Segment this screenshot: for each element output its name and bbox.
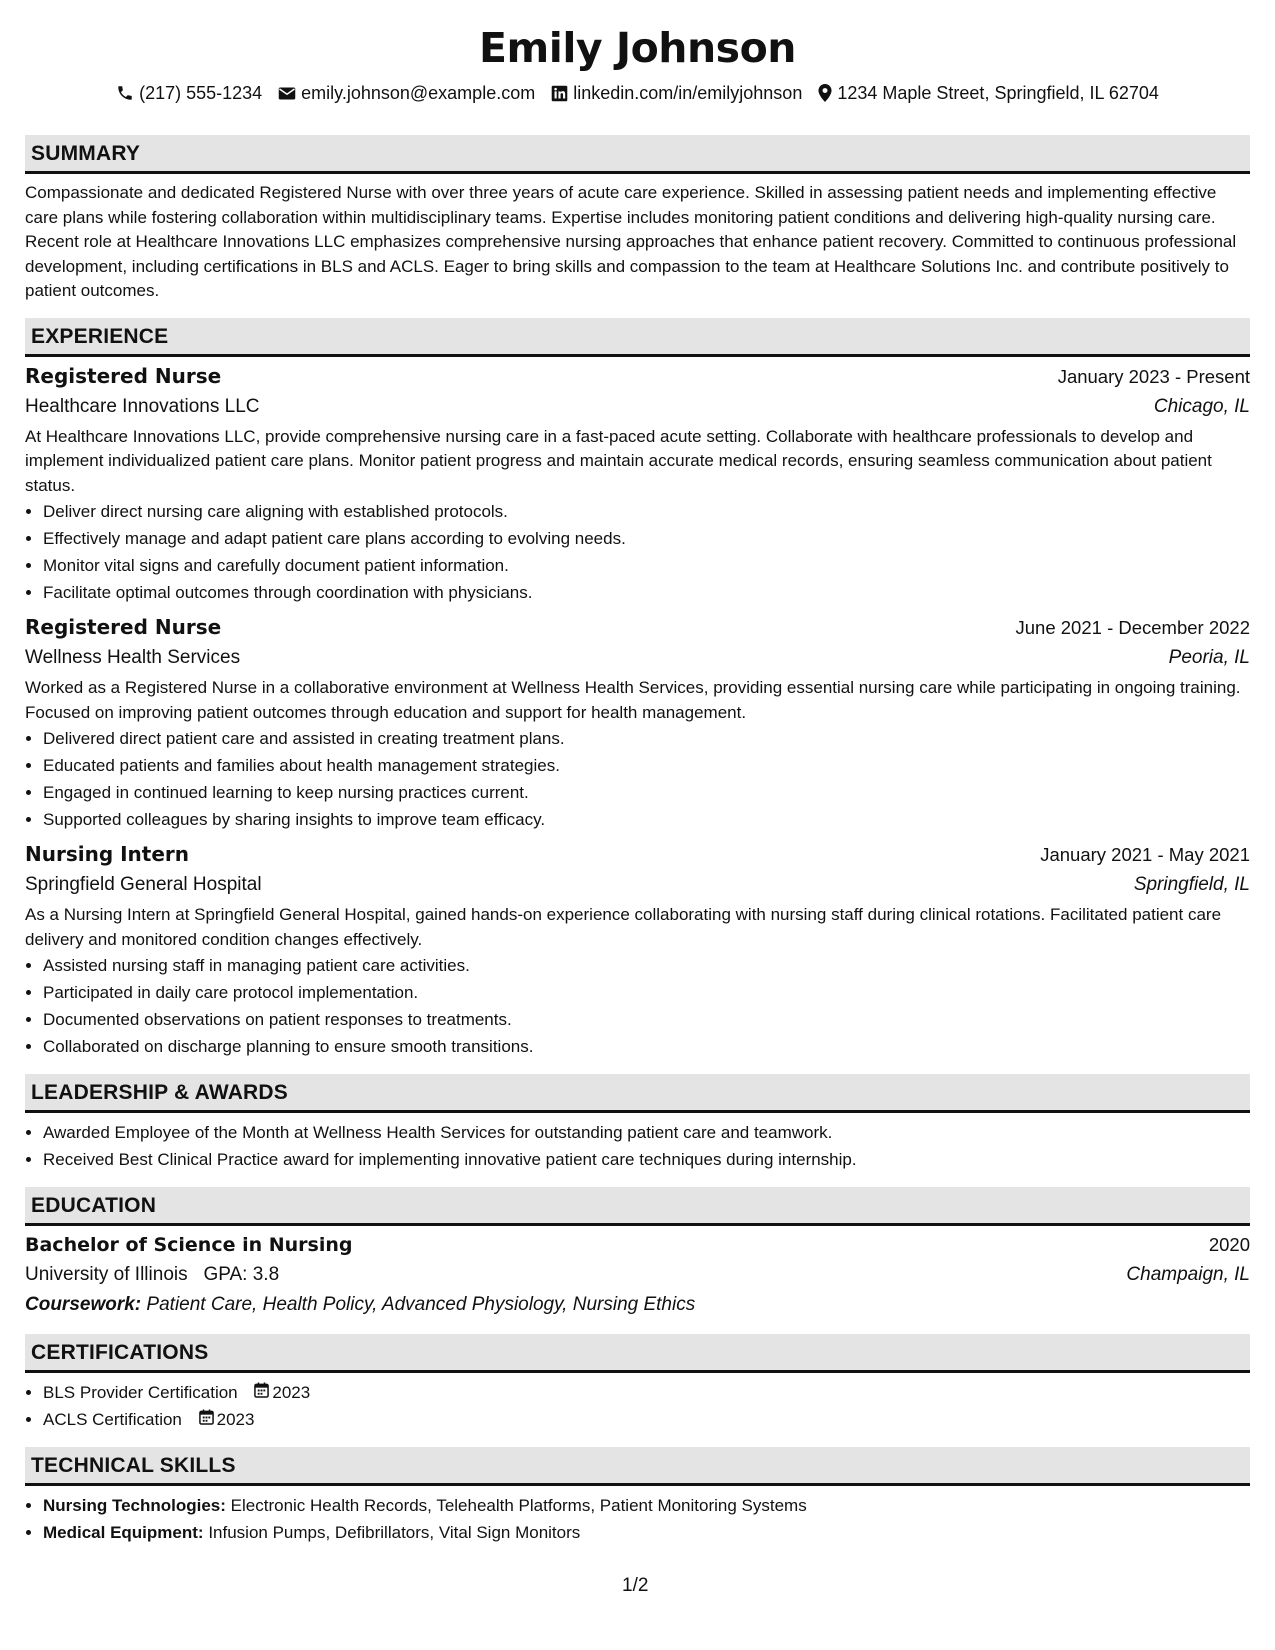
education-subheader	[25, 1260, 1250, 1290]
list-item: • Engaged in continued learning to keep nursing practices current.	[43, 779, 1250, 806]
certifications-list	[25, 1379, 1250, 1433]
address-text: 1234 Maple Street, Springfield, IL 62704	[837, 83, 1159, 103]
job-subheader	[25, 870, 1250, 900]
section-heading-summary: SUMMARY	[25, 135, 1250, 174]
school-location: Champaign, IL	[1126, 1264, 1250, 1285]
cert-name: BLS Provider Certification	[43, 1383, 238, 1402]
cert-name: ACLS Certification	[43, 1410, 182, 1429]
list-item: • Assisted nursing staff in managing patient care activities.	[43, 952, 1250, 979]
job-title: Registered Nurse	[25, 615, 222, 639]
skill-value: Electronic Health Records, Telehealth Platforms, Patient Monitoring Systems	[230, 1496, 807, 1515]
page-number: 1/2	[622, 1575, 649, 1596]
list-item: • Collaborated on discharge planning to ensure smooth transitions.	[43, 1033, 1250, 1060]
job-entry	[25, 839, 1250, 1060]
job-description: As a Nursing Intern at Springfield General Hospital, gained hands-on experience collaborating with nursing staff during clinical rotations. Facilitated patient care delivery and monitored condition changes effectively.	[25, 905, 1222, 949]
job-bullets	[25, 952, 1250, 1060]
job-description: At Healthcare Innovations LLC, provide comprehensive nursing care in a fast-paced acute setting. Collaborate with healthcare professionals to develop and implement individualized patient care plans. Monitor patient progress and maintain accurate medical records, ensuring seamless communication about patient status.	[25, 426, 1212, 495]
job-bullets	[25, 725, 1250, 833]
job-title: Registered Nurse	[25, 363, 222, 388]
job-title: Nursing Intern	[25, 842, 190, 866]
list-item	[43, 1379, 1250, 1406]
contact-bar	[25, 81, 1250, 105]
job-company: Wellness Health Services	[25, 647, 241, 668]
job-dates: January 2021 - May 2021	[1040, 844, 1250, 865]
awards-list	[25, 1119, 1250, 1173]
school-line	[25, 1260, 279, 1290]
resume-page	[25, 0, 1250, 1546]
job-location: Peoria, IL	[1168, 647, 1250, 668]
degree: Bachelor of Science in Nursing	[25, 1234, 353, 1256]
map-pin-icon	[818, 84, 832, 102]
list-item: • Supported colleagues by sharing insights to improve team efficacy.	[43, 806, 1250, 833]
job-bullets	[25, 498, 1250, 606]
cert-date	[199, 1406, 255, 1433]
section-heading-certifications: CERTIFICATIONS	[25, 1334, 1250, 1373]
coursework-label: Coursework:	[25, 1294, 142, 1315]
skill-label: Nursing Technologies:	[43, 1496, 226, 1515]
contact-linkedin	[551, 81, 802, 105]
linkedin-link[interactable]: linkedin.com/in/emilyjohnson	[573, 83, 803, 103]
list-item: • Educated patients and families about health management strategies.	[43, 752, 1250, 779]
list-item: • Deliver direct nursing care aligning with established protocols.	[43, 498, 1250, 525]
section-heading-experience: EXPERIENCE	[25, 318, 1250, 357]
skill-label: Medical Equipment:	[43, 1523, 204, 1542]
job-header	[25, 839, 1250, 870]
school-name: University of Illinois	[25, 1264, 188, 1285]
cert-year: 2023	[216, 1410, 255, 1429]
cert-year: 2023	[272, 1383, 311, 1402]
job-entry	[25, 361, 1250, 607]
job-description: Worked as a Registered Nurse in a collaborative environment at Wellness Health Services, providing essential nursing care while participating in ongoing training. Focused on improving patient outcomes through education and support for health management.	[25, 678, 1241, 722]
coursework-list: Patient Care, Health Policy, Advanced Physiology, Nursing Ethics	[146, 1294, 696, 1315]
job-location: Chicago, IL	[1153, 395, 1250, 417]
section-heading-education: EDUCATION	[25, 1187, 1250, 1226]
job-dates: June 2021 - December 2022	[1015, 617, 1250, 638]
contact-phone	[116, 81, 262, 105]
gpa: GPA: 3.8	[203, 1264, 280, 1285]
job-header	[25, 612, 1250, 643]
graduation-year: 2020	[1208, 1234, 1250, 1255]
list-item	[43, 1492, 1250, 1519]
list-item: • Participated in daily care protocol implementation.	[43, 979, 1250, 1006]
job-entry	[25, 612, 1250, 833]
job-company: Healthcare Innovations LLC	[25, 395, 260, 417]
list-item: • Effectively manage and adapt patient care plans according to evolving needs.	[43, 525, 1250, 552]
email-link[interactable]: emily.johnson@example.com	[301, 83, 536, 103]
calendar-icon	[199, 1406, 214, 1433]
job-subheader	[25, 392, 1250, 422]
coursework-line	[25, 1290, 1250, 1320]
summary-text: Compassionate and dedicated Registered Nurse with over three years of acute care experience. Skilled in assessing patient needs and implementing effective care plans while fostering collaboration within multidisciplinary teams. Expertise includes monitoring patient conditions and delivering high-quality nursing care. Recent role at Healthcare Innovations LLC emphasizes comprehensive nursing approaches that enhance patient recovery. Committed to continuous professional development, including certifications in BLS and ACLS. Eager to bring skills and compassion to the team at Healthcare Solutions Inc. and contribute positively to patient outcomes.	[25, 183, 1237, 300]
linkedin-icon	[551, 85, 568, 102]
contact-email	[278, 81, 535, 105]
envelope-icon	[278, 86, 296, 101]
phone-text[interactable]: (217) 555-1234	[139, 83, 263, 103]
job-header	[25, 361, 1250, 392]
phone-icon	[116, 84, 134, 102]
education-header	[25, 1230, 1250, 1260]
calendar-icon	[254, 1379, 269, 1406]
education-entry	[25, 1230, 1250, 1320]
cert-date	[254, 1379, 310, 1406]
list-item: • Delivered direct patient care and assisted in creating treatment plans.	[43, 725, 1250, 752]
section-heading-skills: TECHNICAL SKILLS	[25, 1447, 1250, 1486]
job-dates: January 2023 - Present	[1057, 365, 1250, 387]
job-company: Springfield General Hospital	[25, 874, 262, 895]
contact-address	[818, 81, 1159, 105]
job-subheader	[25, 643, 1250, 673]
job-location: Springfield, IL	[1133, 874, 1250, 895]
skill-value: Infusion Pumps, Defibrillators, Vital Sign Monitors	[208, 1523, 581, 1542]
list-item	[43, 1406, 1250, 1433]
list-item: • Facilitate optimal outcomes through coordination with physicians.	[43, 579, 1250, 606]
list-item: • Awarded Employee of the Month at Wellness Health Services for outstanding patient care and teamwork.	[43, 1119, 1250, 1146]
section-heading-leadership: LEADERSHIP & AWARDS	[25, 1074, 1250, 1113]
list-item	[43, 1519, 1250, 1546]
list-item: • Monitor vital signs and carefully document patient information.	[43, 552, 1250, 579]
skills-list	[25, 1492, 1250, 1546]
list-item: • Documented observations on patient responses to treatments.	[43, 1006, 1250, 1033]
list-item: • Received Best Clinical Practice award for implementing innovative patient care techniques during internship.	[43, 1146, 1250, 1173]
candidate-name: Emily Johnson	[479, 24, 796, 72]
